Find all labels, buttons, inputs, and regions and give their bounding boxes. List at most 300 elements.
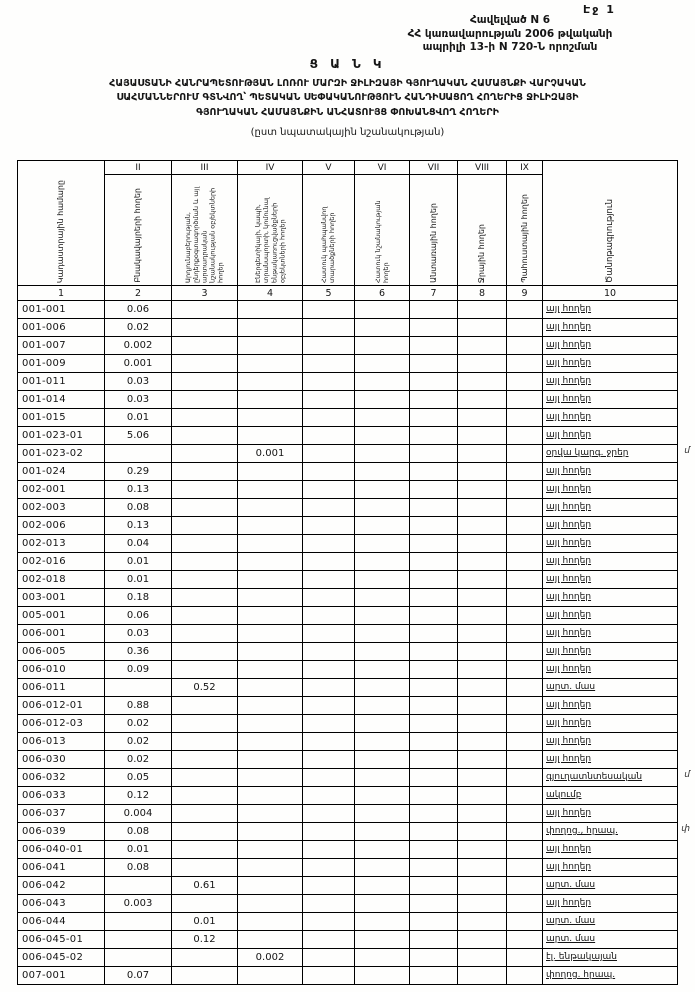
area-value-cell — [238, 787, 303, 805]
area-value-cell — [458, 787, 507, 805]
area-value-cell — [303, 355, 355, 373]
table-row — [18, 715, 678, 733]
cadastral-number-cell: 001-014 — [18, 391, 105, 409]
cadastral-number-cell: 001-015 — [18, 409, 105, 427]
area-value-cell — [238, 643, 303, 661]
note-cell: այլ հողեր — [543, 301, 678, 319]
area-value-cell — [172, 733, 238, 751]
area-value-cell — [303, 967, 355, 985]
cadastral-number-cell: 001-007 — [18, 337, 105, 355]
area-value-cell: 0.18 — [105, 589, 172, 607]
area-value-cell: 0.003 — [105, 895, 172, 913]
area-value-cell — [238, 859, 303, 877]
area-value-cell: 0.002 — [105, 337, 172, 355]
area-value-cell — [410, 481, 458, 499]
table-row — [18, 805, 678, 823]
table-row — [18, 391, 678, 409]
area-value-cell — [458, 301, 507, 319]
area-value-cell — [355, 463, 410, 481]
area-value-cell: 0.004 — [105, 805, 172, 823]
appendix-line: Հավելված N 6 — [469, 14, 551, 26]
area-value-cell — [303, 319, 355, 337]
area-value-cell — [458, 751, 507, 769]
area-value-cell — [355, 949, 410, 967]
appendix-reference — [360, 14, 660, 55]
note-cell: այլ հողեր — [543, 733, 678, 751]
column-number: 5 — [303, 286, 355, 301]
area-value-cell — [303, 535, 355, 553]
area-value-cell — [238, 715, 303, 733]
area-value-cell — [458, 913, 507, 931]
roman-numeral: V — [303, 161, 355, 175]
area-value-cell — [458, 895, 507, 913]
area-value-cell — [458, 337, 507, 355]
area-value-cell — [410, 391, 458, 409]
table-row — [18, 409, 678, 427]
purpose-note: (ըստ նպատակային նշանակության) — [250, 127, 445, 138]
note-cell: այլ հողեր — [543, 607, 678, 625]
area-value-cell — [172, 517, 238, 535]
cadastral-number-cell: 001-006 — [18, 319, 105, 337]
area-value-cell — [355, 661, 410, 679]
area-value-cell — [172, 751, 238, 769]
area-value-cell — [507, 859, 543, 877]
column-header-industrial-lands: Արդյունաբերության, ընդերքօգտագործման և այլ արտադրական նշանակության օբյեկտների հողեր — [172, 175, 238, 286]
table-row — [18, 445, 678, 463]
area-value-cell — [238, 877, 303, 895]
table-body — [18, 301, 690, 985]
area-value-cell — [458, 733, 507, 751]
roman-numeral: IV — [238, 161, 303, 175]
cadastral-number-cell: 001-001 — [18, 301, 105, 319]
area-value-cell — [458, 391, 507, 409]
document-title: Ց Ա Ն Կ — [309, 57, 386, 71]
area-value-cell — [238, 355, 303, 373]
area-value-cell — [410, 859, 458, 877]
page-number: Էջ 1 — [583, 3, 616, 16]
area-value-cell — [238, 697, 303, 715]
note-cell: այլ հողեր — [543, 481, 678, 499]
cadastral-number-cell: 006-045-01 — [18, 931, 105, 949]
area-value-cell: 0.03 — [105, 625, 172, 643]
area-value-cell: 0.12 — [105, 787, 172, 805]
area-value-cell — [507, 823, 543, 841]
column-header-reserve-lands: Պահուստային հողեր — [507, 175, 543, 286]
note-cell: այլ հողեր — [543, 409, 678, 427]
area-value-cell: 0.09 — [105, 661, 172, 679]
area-value-cell — [303, 823, 355, 841]
area-value-cell — [172, 805, 238, 823]
area-value-cell: 0.02 — [105, 319, 172, 337]
document-heading-block — [0, 77, 695, 120]
column-number: 2 — [105, 286, 172, 301]
area-value-cell: 0.01 — [105, 571, 172, 589]
area-value-cell — [507, 391, 543, 409]
area-value-cell — [355, 913, 410, 931]
area-value-cell: 0.02 — [105, 751, 172, 769]
appendix-line: ապրիլի 13-ի N 720-Ն որոշման — [422, 41, 598, 54]
cadastral-number-cell: 006-030 — [18, 751, 105, 769]
area-value-cell — [172, 769, 238, 787]
area-value-cell — [410, 607, 458, 625]
area-value-cell — [303, 931, 355, 949]
area-value-cell — [507, 301, 543, 319]
area-value-cell — [507, 913, 543, 931]
area-value-cell — [507, 643, 543, 661]
title-line: ՍԱՀՄԱՆՆԵՐՈՒՄ ԳՏՆՎՈՂ՝ ՊԵՏԱԿԱՆ ՍԵՓԱԿԱՆՈՒԹՅՈՒՆ ՀԱՆԴԻՍԱՑՈՂ ՀՈՂԵՐԻՑ ՋԻԼԻԶԱՅԻ — [116, 92, 579, 104]
table-row — [18, 643, 678, 661]
table-row — [18, 553, 678, 571]
roman-numeral: VIII — [458, 161, 507, 175]
area-value-cell — [458, 481, 507, 499]
area-value-cell: 0.01 — [105, 409, 172, 427]
area-value-cell — [172, 949, 238, 967]
area-value-cell — [507, 697, 543, 715]
area-value-cell — [507, 481, 543, 499]
area-value-cell: 0.02 — [105, 715, 172, 733]
area-value-cell — [303, 661, 355, 679]
note-cell: այլ հողեր — [543, 661, 678, 679]
area-value-cell — [303, 607, 355, 625]
area-value-cell — [507, 949, 543, 967]
area-value-cell — [507, 409, 543, 427]
table-row — [18, 877, 678, 895]
column-number: 10 — [543, 286, 678, 301]
column-header-protected-lands: Հատուկ պահպանվող տարածքների հողեր — [303, 175, 355, 286]
area-value-cell — [172, 409, 238, 427]
area-value-cell — [410, 625, 458, 643]
area-value-cell — [410, 913, 458, 931]
area-value-cell — [303, 697, 355, 715]
cadastral-number-cell: 006-011 — [18, 679, 105, 697]
area-value-cell: 0.12 — [172, 931, 238, 949]
area-value-cell — [303, 445, 355, 463]
area-value-cell — [458, 499, 507, 517]
cadastral-number-cell: 006-010 — [18, 661, 105, 679]
area-value-cell — [238, 571, 303, 589]
area-value-cell — [458, 517, 507, 535]
area-value-cell: 0.13 — [105, 517, 172, 535]
table-row — [18, 697, 678, 715]
note-cell: այլ հողեր — [543, 499, 678, 517]
area-value-cell — [458, 535, 507, 553]
area-value-cell — [355, 607, 410, 625]
area-value-cell — [410, 373, 458, 391]
title-line: ՀԱՅԱՍՏԱՆԻ ՀԱՆՐԱՊԵՏՈՒԹՅԱՆ ԼՈՌՈՒ ՄԱՐԶԻ ՋԻԼԻԶԱՅԻ ԳՅՈՒՂԱԿԱՆ ՀԱՄԱՅՆՔԻ ՎԱՐՉԱԿԱՆ — [109, 78, 586, 89]
column-number: 1 — [18, 286, 105, 301]
area-value-cell — [355, 697, 410, 715]
area-value-cell — [303, 409, 355, 427]
cadastral-number-cell: 001-024 — [18, 463, 105, 481]
cadastral-number-cell: 002-006 — [18, 517, 105, 535]
area-value-cell — [410, 841, 458, 859]
cadastral-number-cell: 001-023-02 — [18, 445, 105, 463]
area-value-cell — [410, 787, 458, 805]
table-row — [18, 499, 678, 517]
area-value-cell — [172, 571, 238, 589]
area-value-cell: 0.08 — [105, 859, 172, 877]
area-value-cell — [303, 517, 355, 535]
cadastral-number-cell: 006-039 — [18, 823, 105, 841]
area-value-cell — [172, 337, 238, 355]
column-header-note: Ծանոթագրություն — [543, 161, 678, 286]
area-value-cell — [507, 715, 543, 733]
area-value-cell — [172, 319, 238, 337]
area-value-cell — [355, 805, 410, 823]
area-value-cell — [507, 337, 543, 355]
area-value-cell — [507, 877, 543, 895]
area-value-cell — [507, 319, 543, 337]
area-value-cell — [238, 661, 303, 679]
area-value-cell — [355, 535, 410, 553]
area-value-cell — [355, 319, 410, 337]
area-value-cell: 0.04 — [105, 535, 172, 553]
area-value-cell — [238, 337, 303, 355]
area-value-cell: 0.88 — [105, 697, 172, 715]
area-value-cell — [238, 823, 303, 841]
area-value-cell — [507, 733, 543, 751]
area-value-cell — [303, 337, 355, 355]
area-value-cell — [303, 625, 355, 643]
note-cell: օրվա կարգ. ջրեր մ — [543, 445, 678, 463]
area-value-cell — [172, 373, 238, 391]
cadastral-number-cell: 006-043 — [18, 895, 105, 913]
area-value-cell — [172, 589, 238, 607]
cadastral-number-cell: 006-005 — [18, 643, 105, 661]
area-value-cell — [410, 319, 458, 337]
roman-numeral: III — [172, 161, 238, 175]
area-value-cell — [410, 895, 458, 913]
note-cell: փողոց. հրապ. — [543, 967, 678, 985]
column-header-water-lands: Ջրային հողեր — [458, 175, 507, 286]
table-row — [18, 319, 678, 337]
area-value-cell: 0.06 — [105, 301, 172, 319]
area-value-cell — [172, 841, 238, 859]
area-value-cell — [172, 463, 238, 481]
area-value-cell — [410, 301, 458, 319]
cadastral-number-cell: 006-044 — [18, 913, 105, 931]
cadastral-number-cell: 005-001 — [18, 607, 105, 625]
note-cell: փողոց., հրապ. փ — [543, 823, 678, 841]
area-value-cell — [238, 913, 303, 931]
area-value-cell — [410, 445, 458, 463]
area-value-cell — [238, 499, 303, 517]
area-value-cell — [172, 481, 238, 499]
area-value-cell — [507, 463, 543, 481]
note-cell: այլ հողեր — [543, 517, 678, 535]
area-value-cell — [410, 949, 458, 967]
area-value-cell — [172, 607, 238, 625]
area-value-cell: 0.05 — [105, 769, 172, 787]
area-value-cell — [410, 769, 458, 787]
area-value-cell: 0.52 — [172, 679, 238, 697]
note-cell: այլ հողեր — [543, 715, 678, 733]
area-value-cell — [458, 445, 507, 463]
area-value-cell — [172, 499, 238, 517]
column-number: 7 — [410, 286, 458, 301]
area-value-cell — [238, 409, 303, 427]
margin-annotation: մ — [684, 770, 690, 780]
table-row — [18, 859, 678, 877]
area-value-cell — [303, 301, 355, 319]
area-value-cell — [303, 589, 355, 607]
area-value-cell — [238, 373, 303, 391]
area-value-cell — [303, 481, 355, 499]
roman-numeral: VI — [355, 161, 410, 175]
area-value-cell — [238, 517, 303, 535]
area-value-cell — [238, 391, 303, 409]
area-value-cell — [410, 535, 458, 553]
area-value-cell — [458, 931, 507, 949]
area-value-cell — [238, 895, 303, 913]
area-value-cell — [238, 607, 303, 625]
area-value-cell — [238, 769, 303, 787]
cadastral-number-cell: 006-040-01 — [18, 841, 105, 859]
table-row — [18, 589, 678, 607]
cadastral-number-cell: 002-003 — [18, 499, 105, 517]
area-value-cell — [238, 481, 303, 499]
area-value-cell — [410, 697, 458, 715]
area-value-cell: 0.001 — [105, 355, 172, 373]
area-value-cell — [458, 841, 507, 859]
area-value-cell — [410, 553, 458, 571]
area-value-cell — [507, 535, 543, 553]
area-value-cell — [410, 967, 458, 985]
area-value-cell — [303, 679, 355, 697]
area-value-cell — [172, 715, 238, 733]
column-header-energy-transport-lands: Էներգետիկայի, կապի, տրանսպորտի, կոմունալ ենթակառուցվածքների օբյեկտների հողեր — [238, 175, 303, 286]
margin-annotation: փ — [681, 824, 690, 834]
note-cell: ակումբ — [543, 787, 678, 805]
note-cell: էլ. ենթակայան — [543, 949, 678, 967]
table-row — [18, 823, 678, 841]
cadastral-number-cell: 006-045-02 — [18, 949, 105, 967]
area-value-cell — [458, 769, 507, 787]
cadastral-number-cell: 006-041 — [18, 859, 105, 877]
area-value-cell — [355, 931, 410, 949]
area-value-cell — [410, 517, 458, 535]
area-value-cell — [410, 931, 458, 949]
area-value-cell — [355, 589, 410, 607]
area-value-cell — [303, 733, 355, 751]
area-value-cell — [238, 319, 303, 337]
area-value-cell — [507, 751, 543, 769]
area-value-cell — [303, 949, 355, 967]
area-value-cell — [458, 427, 507, 445]
table-row — [18, 571, 678, 589]
area-value-cell — [458, 355, 507, 373]
area-value-cell — [507, 571, 543, 589]
area-value-cell — [458, 553, 507, 571]
area-value-cell — [238, 301, 303, 319]
cadastral-number-cell: 001-009 — [18, 355, 105, 373]
area-value-cell — [355, 373, 410, 391]
area-value-cell — [172, 823, 238, 841]
note-cell: այլ հողեր — [543, 589, 678, 607]
area-value-cell — [238, 841, 303, 859]
area-value-cell — [410, 355, 458, 373]
area-value-cell: 5.06 — [105, 427, 172, 445]
area-value-cell — [172, 535, 238, 553]
area-value-cell — [410, 733, 458, 751]
area-value-cell — [172, 625, 238, 643]
area-value-cell — [458, 697, 507, 715]
note-cell: այլ հողեր — [543, 427, 678, 445]
area-value-cell — [303, 877, 355, 895]
cadastral-number-cell: 002-013 — [18, 535, 105, 553]
area-value-cell — [303, 895, 355, 913]
area-value-cell — [507, 967, 543, 985]
area-value-cell — [105, 679, 172, 697]
land-parcels-table — [17, 160, 690, 985]
area-value-cell — [507, 553, 543, 571]
column-number: 6 — [355, 286, 410, 301]
note-cell: այլ հողեր — [543, 463, 678, 481]
roman-numeral: IX — [507, 161, 543, 175]
area-value-cell — [507, 499, 543, 517]
table-row — [18, 481, 678, 499]
area-value-cell — [238, 751, 303, 769]
column-header-forest-lands: Անտառային հողեր — [410, 175, 458, 286]
note-cell: այլ հողեր — [543, 859, 678, 877]
area-value-cell — [238, 733, 303, 751]
area-value-cell: 0.29 — [105, 463, 172, 481]
table-row — [18, 463, 678, 481]
area-value-cell — [238, 553, 303, 571]
area-value-cell — [458, 463, 507, 481]
area-value-cell — [172, 859, 238, 877]
area-value-cell — [410, 805, 458, 823]
area-value-cell: 0.002 — [238, 949, 303, 967]
area-value-cell — [105, 949, 172, 967]
table-row — [18, 931, 678, 949]
area-value-cell — [172, 967, 238, 985]
cadastral-number-cell: 006-012-01 — [18, 697, 105, 715]
area-value-cell — [172, 391, 238, 409]
area-value-cell — [507, 679, 543, 697]
area-value-cell — [238, 463, 303, 481]
area-value-cell — [355, 355, 410, 373]
note-cell: այլ հողեր — [543, 535, 678, 553]
cadastral-number-cell: 002-018 — [18, 571, 105, 589]
area-value-cell — [355, 967, 410, 985]
table-row — [18, 337, 678, 355]
cadastral-number-cell: 007-001 — [18, 967, 105, 985]
area-value-cell — [172, 895, 238, 913]
area-value-cell — [238, 427, 303, 445]
note-cell: այլ հողեր — [543, 571, 678, 589]
area-value-cell — [458, 409, 507, 427]
cadastral-number-cell: 006-033 — [18, 787, 105, 805]
cadastral-number-cell: 001-023-01 — [18, 427, 105, 445]
area-value-cell — [303, 751, 355, 769]
area-value-cell — [410, 643, 458, 661]
area-value-cell: 0.001 — [238, 445, 303, 463]
area-value-cell — [238, 679, 303, 697]
area-value-cell — [303, 643, 355, 661]
note-cell: այլ հողեր — [543, 355, 678, 373]
area-value-cell — [172, 553, 238, 571]
area-value-cell — [355, 301, 410, 319]
area-value-cell — [355, 859, 410, 877]
area-value-cell — [458, 823, 507, 841]
cadastral-number-cell: 006-001 — [18, 625, 105, 643]
column-number: 4 — [238, 286, 303, 301]
area-value-cell — [355, 625, 410, 643]
area-value-cell — [355, 787, 410, 805]
area-value-cell — [507, 355, 543, 373]
area-value-cell — [303, 859, 355, 877]
